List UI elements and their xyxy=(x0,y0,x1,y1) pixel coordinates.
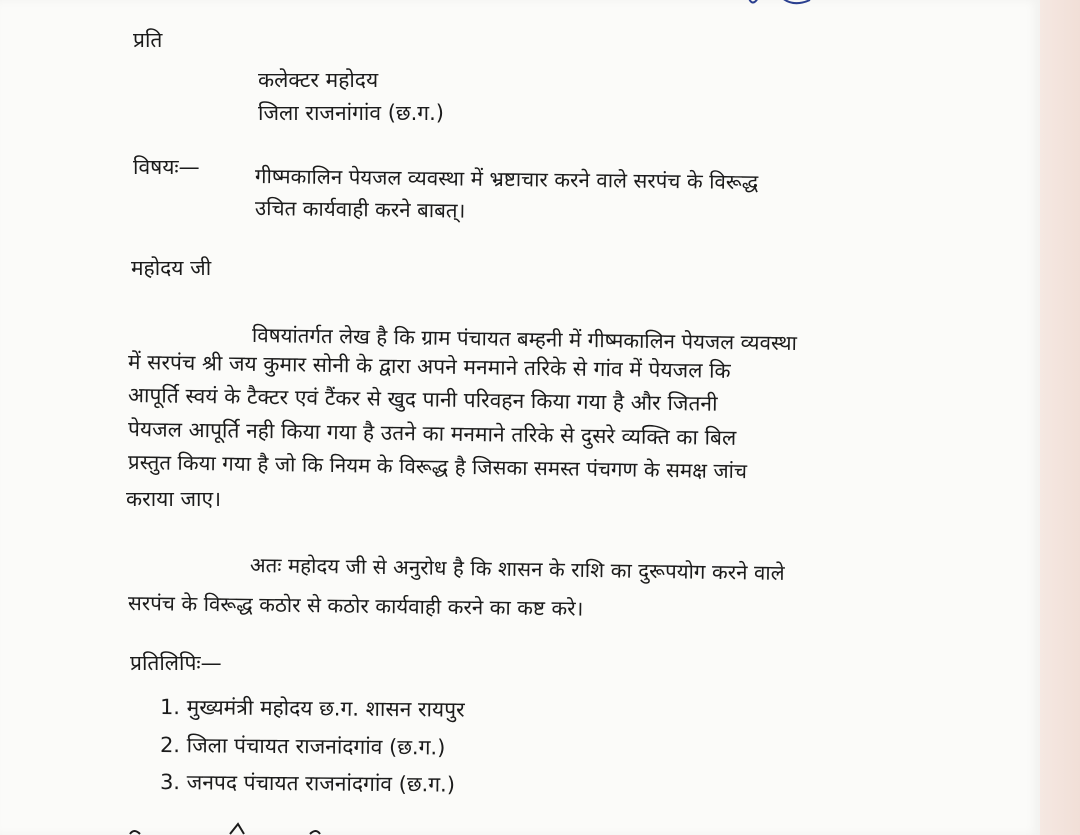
recipient-title: कलेक्टर महोदय xyxy=(258,68,379,92)
body-para1-line-4: पेयजल आपूर्ति नही किया गया है उतने का मनमाने तरिके से दुसरे व्यक्ति का बिल xyxy=(127,417,737,451)
body-para2-line-1: अतः महोदय जी से अनुरोध है कि शासन के राशि का दुरूपयोग करने वाले xyxy=(249,553,785,585)
copy-label: प्रतिलिपिः— xyxy=(130,651,222,675)
subject-label: विषयः— xyxy=(133,155,200,179)
subject-line-2: उचित कार्यवाही करने बाबत्। xyxy=(254,196,466,223)
salutation: महोदय जी xyxy=(131,256,212,280)
to-label: प्रति xyxy=(133,28,163,52)
copy-list-item-1: 1. मुख्यमंत्री महोदय छ.ग. शासन रायपुर xyxy=(159,695,465,722)
body-para1-line-1: विषयांतर्गत लेख है कि ग्राम पंचायत बम्हनी में गीष्मकालिन पेयजल व्यवस्था xyxy=(251,323,798,356)
body-para1-line-6: कराया जाए। xyxy=(126,487,222,511)
cropped-handwriting xyxy=(120,822,420,835)
body-para1-line-5: प्रस्तुत किया गया है जो कि नियम के विरूद्ध है जिसका समस्त पंचगण के समक्ष जांच xyxy=(127,450,748,484)
body-para1-line-3: आपूर्ति स्वयं के टैक्टर एवं टैंकर से खुद पानी परिवहन किया गया है और जितनी xyxy=(127,383,718,416)
handwritten-mark xyxy=(740,0,820,14)
recipient-address: जिला राजनांगांव (छ.ग.) xyxy=(258,101,444,125)
copy-list-item-3: 3. जनपद पंचायत राजनांदगांव (छ.ग.) xyxy=(159,770,456,797)
copy-list-item-2: 2. जिला पंचायत राजनांदगांव (छ.ग.) xyxy=(159,733,446,760)
body-para1-line-2: में सरपंच श्री जय कुमार सोनी के द्वारा अपने मनमाने तरिके से गांव में पेयजल कि xyxy=(127,350,731,383)
page-edge-background xyxy=(1040,0,1080,835)
subject-line-1: गीष्मकालिन पेयजल व्यवस्था में भ्रष्टाचार करने वाले सरपंच के विरूद्ध xyxy=(254,164,759,195)
body-para2-line-2: सरपंच के विरूद्ध कठोर से कठोर कार्यवाही करने का कष्ट करे। xyxy=(127,591,584,621)
